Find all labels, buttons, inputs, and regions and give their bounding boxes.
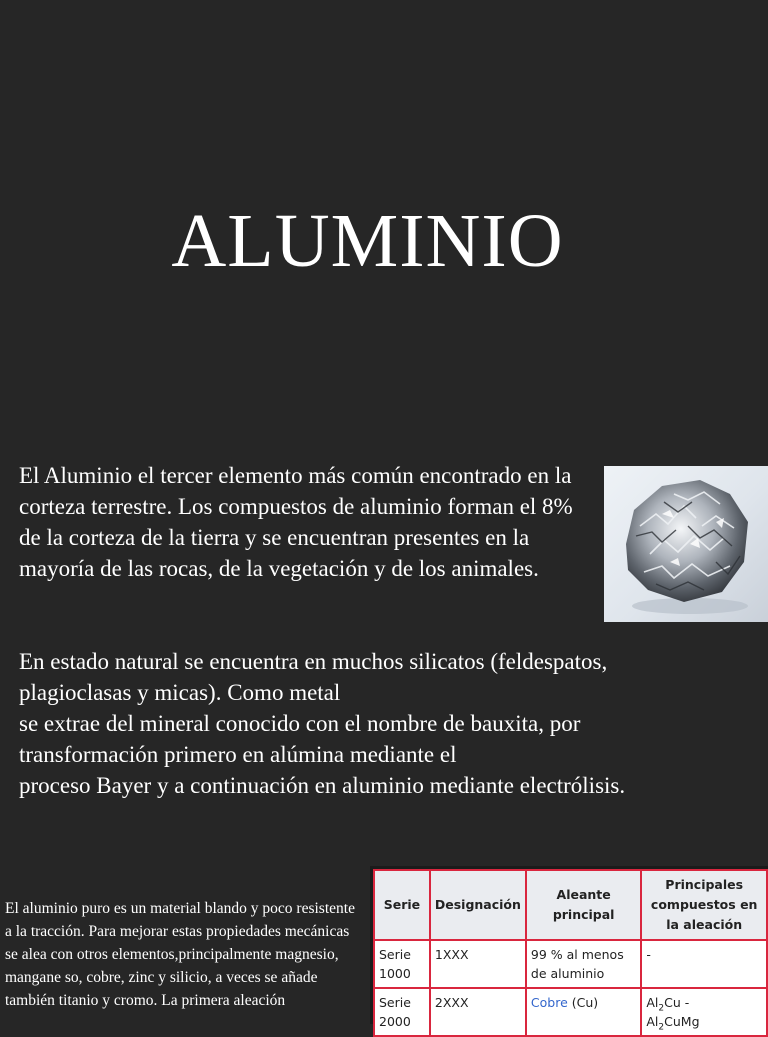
natural-line-5: proceso Bayer y a continuación en aluminio mediante electrólisis. (19, 773, 626, 798)
compound-1 (646, 995, 690, 1014)
table-row (374, 988, 767, 1036)
intro-text: El Aluminio el tercer elemento más común encontrado en la corteza terrestre. Los compuestos de aluminio forman el 8% de la corteza de la tierra y se encuentran presentes en la mayoría de las rocas, de la vegetación y de los animales. (19, 463, 573, 581)
header-compuestos: Principales compuestos en la aleación (641, 870, 767, 940)
natural-line-2: plagioclasas y micas). Como metal (19, 680, 341, 705)
compound-2-rest: CuMg (664, 1014, 700, 1029)
natural-line-4: transformación primero en alúmina mediante el (19, 742, 457, 767)
intro-paragraph (19, 460, 599, 584)
serie-number: 1000 (379, 966, 411, 981)
cell-serie (374, 940, 430, 988)
header-serie: Serie (374, 870, 430, 940)
foil-ball-illustration (604, 466, 768, 622)
compound-1-rest: Cu - (664, 995, 690, 1010)
compound-2-subscript: 2 (658, 1022, 665, 1033)
alloy-paragraph: El aluminio puro es un material blando y poco resistente a la tracción. Para mejorar estas propiedades mecánicas se alea con otros elementos,principalmente magnesio, mangane so, cobre, zinc y silicio, a veces se añade también titanio y cromo. La primera aleación (5, 900, 355, 1009)
compound-1-subscript: 2 (658, 1003, 665, 1014)
table-row (374, 940, 767, 988)
cell-compuestos: - (641, 940, 767, 988)
alloy-table-container (370, 866, 768, 1033)
header-designacion: Designación (430, 870, 526, 940)
natural-line-1: En estado natural se encuentra en muchos silicatos (feldespatos, (19, 649, 608, 674)
serie-label: Serie (379, 995, 411, 1010)
serie-number: 2000 (379, 1014, 411, 1029)
natural-line-3: se extrae del mineral conocido con el nombre de bauxita, por (19, 711, 581, 736)
cell-designacion: 2XXX (430, 988, 526, 1036)
cobre-link[interactable]: Cobre (530, 995, 568, 1010)
compound-2 (646, 1014, 700, 1033)
compound-1-element: Al (646, 995, 659, 1010)
slide-title: ALUMINIO (171, 199, 564, 283)
cobre-symbol: (Cu) (567, 995, 599, 1010)
serie-label: Serie (379, 947, 411, 962)
cell-aleante (526, 988, 641, 1036)
compound-2-element: Al (646, 1014, 659, 1029)
cell-serie (374, 988, 430, 1036)
cell-compuestos (641, 988, 767, 1036)
cell-designacion: 1XXX (430, 940, 526, 988)
natural-state-paragraph (19, 646, 759, 801)
table-header-row (374, 870, 767, 940)
header-aleante: Aleante principal (526, 870, 641, 940)
aluminum-foil-image (604, 466, 768, 622)
alloy-series-table (373, 869, 768, 1037)
cell-aleante: 99 % al menos de aluminio (526, 940, 641, 988)
